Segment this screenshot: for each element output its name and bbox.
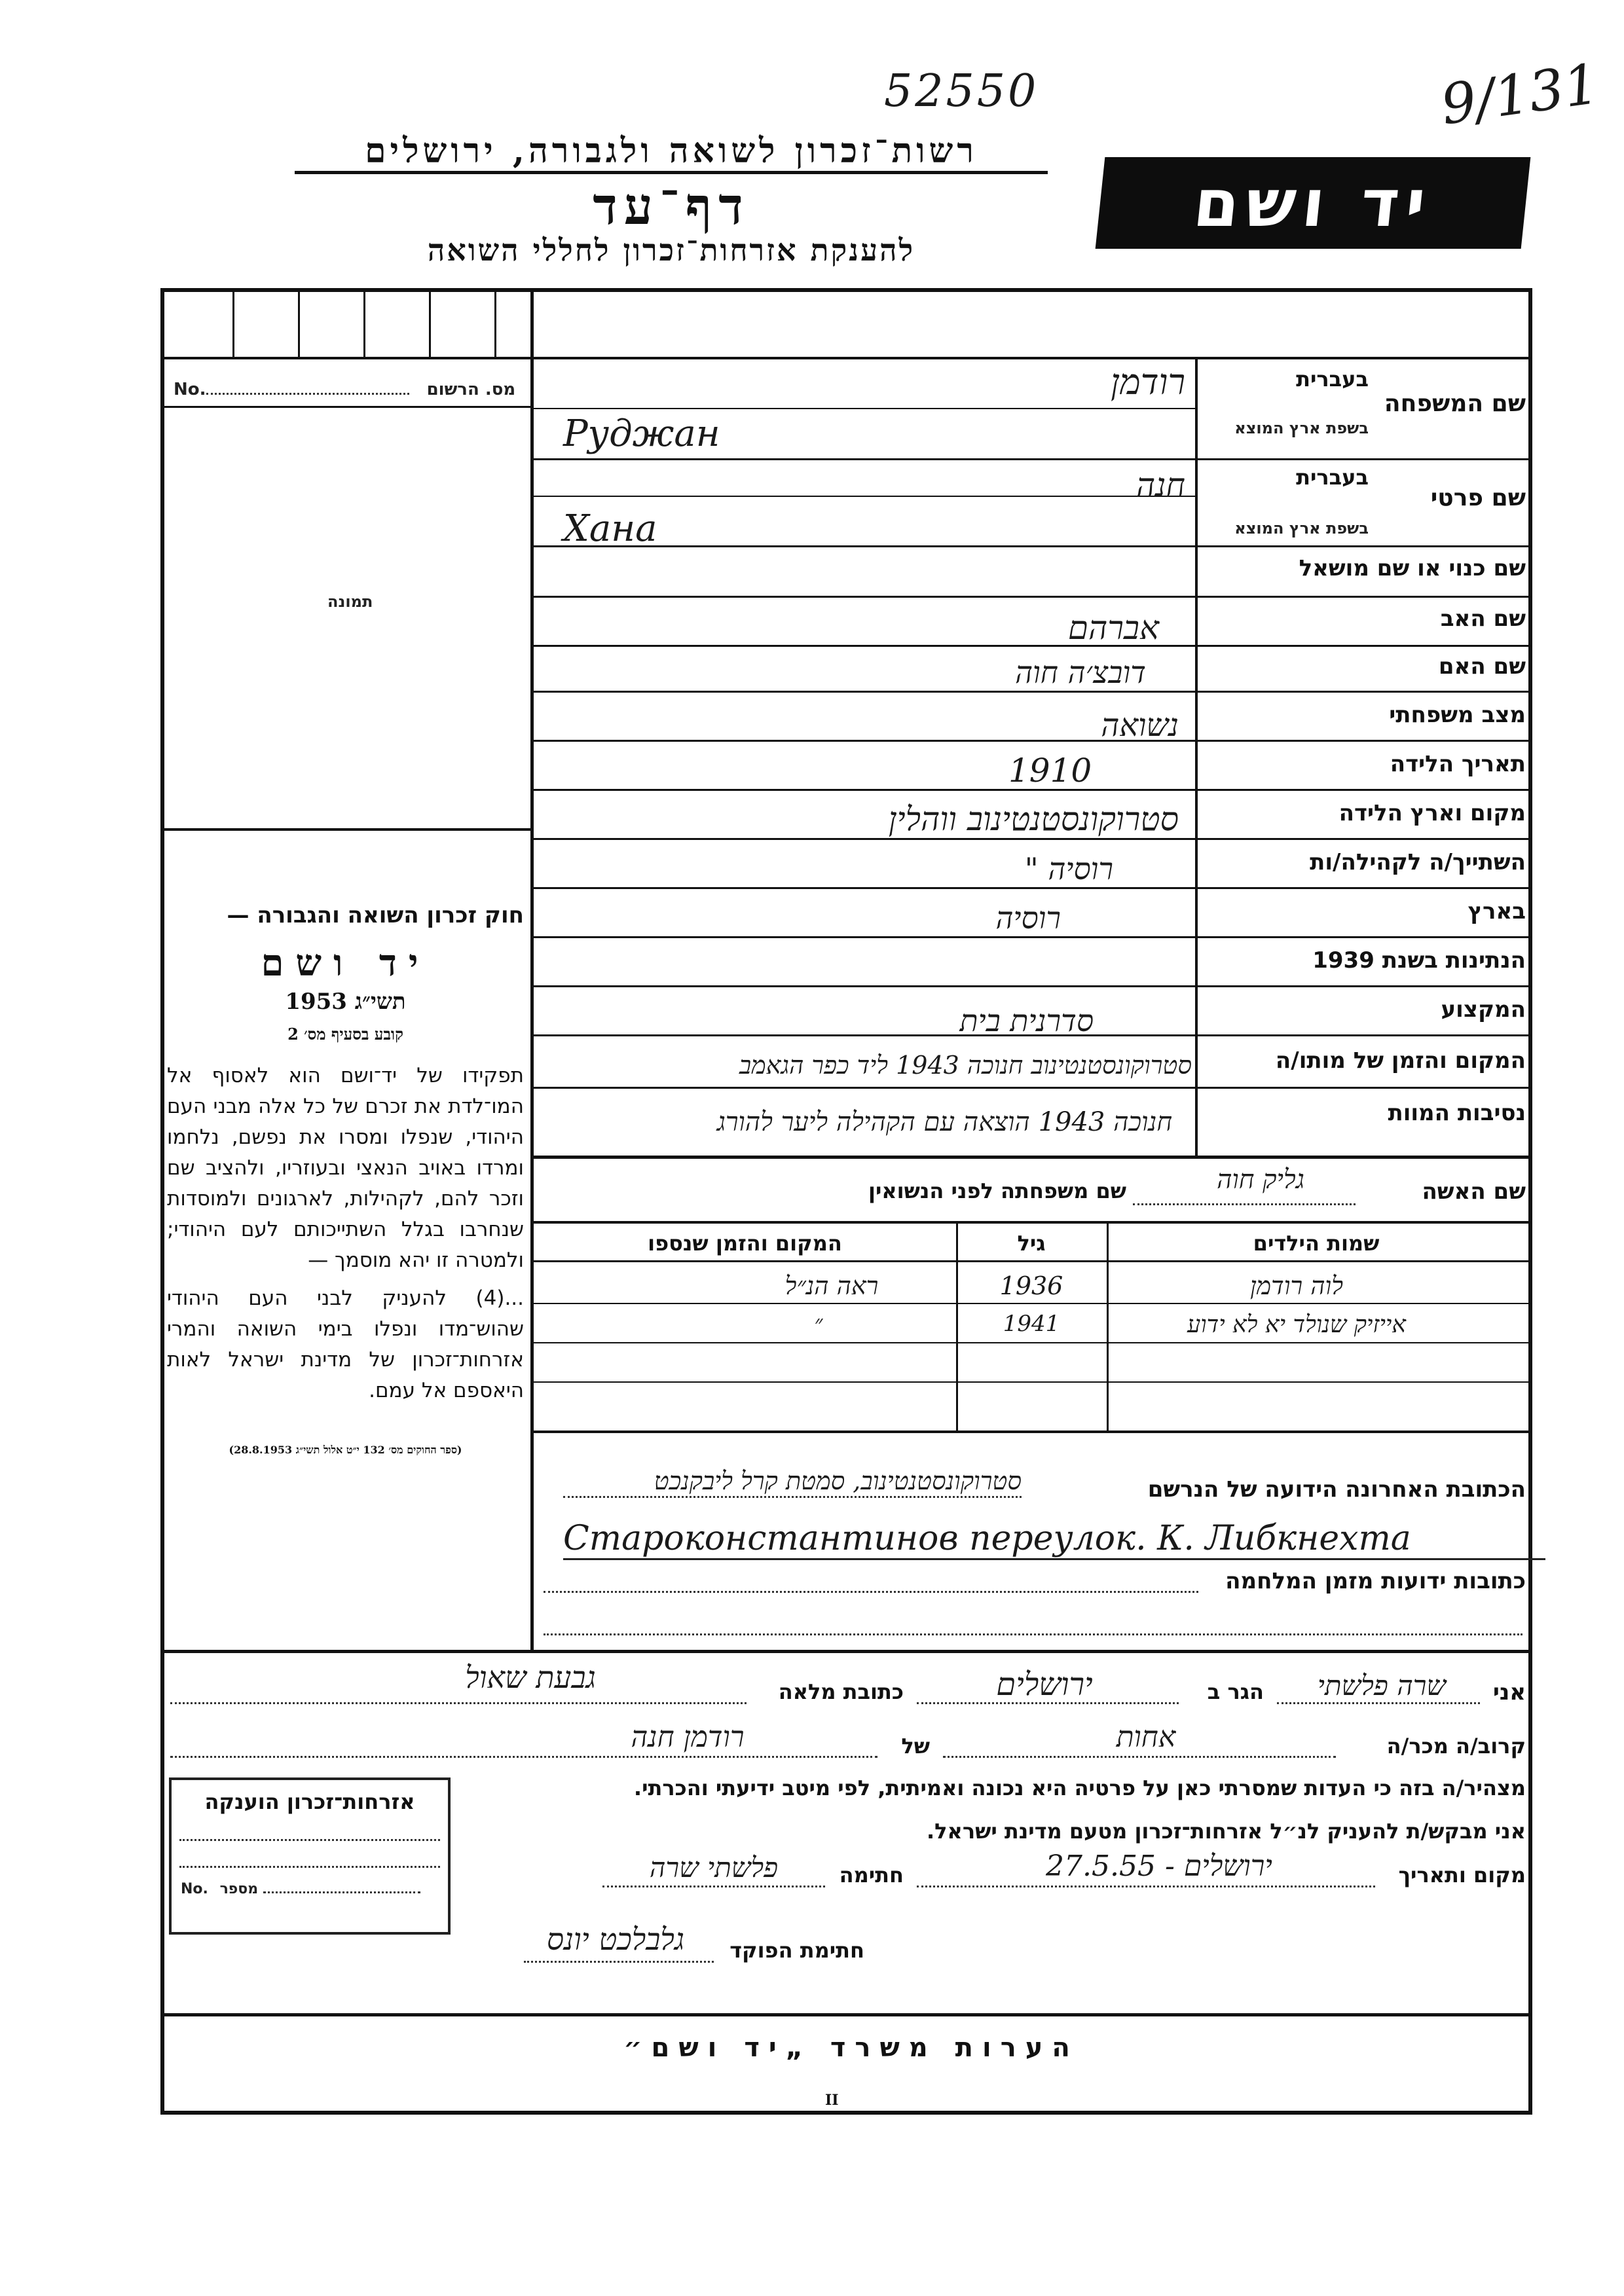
request-text: אני מבקש/ת להעניק לנ״ל אזרחות־זכרון מטעם מדינת ישראל. <box>927 1819 1526 1844</box>
label-birthdate: תאריך הלידה <box>1390 751 1526 777</box>
label-last-address: הכתובת האחרונה הידועה של הנרשם <box>1147 1476 1526 1503</box>
label-marital: מצב משפחתי <box>1389 702 1526 728</box>
label-in-hebrew-1: בעברית <box>1296 367 1369 392</box>
value-declarant-name[interactable]: שרה פלשתי <box>1317 1669 1447 1702</box>
label-place-date: מקום ותאריך <box>1398 1863 1526 1887</box>
law-year: תשי״ג 1953 <box>285 989 406 1015</box>
page-title: דף־עד <box>593 177 750 236</box>
law-title: חוק זכרון השואה והגבורה — <box>227 902 524 928</box>
value-full-address[interactable]: גבעת שאול <box>465 1660 596 1695</box>
value-family-hebrew[interactable]: רודמן <box>1111 361 1185 403</box>
value-last-address-hebrew[interactable]: סטרוקונסטנטינוב, סמטת קרל ליבקנכט <box>563 1467 1022 1498</box>
label-community: השתייך/ה לקהילה/ות <box>1310 849 1526 875</box>
label-mother: שם האם <box>1438 653 1526 680</box>
label-wife: שם האשה <box>1422 1178 1526 1205</box>
declaration-text: מצהיר/ה בזה כי העדות שמסרתי כאן על פרטיה היא נכונה ואמיתית, לפי מיטב ידיעתי והכרתי. <box>633 1776 1526 1800</box>
children-header-place: המקום והזמן שנספו <box>648 1231 842 1256</box>
value-signature[interactable]: פלשתי שרה <box>649 1851 779 1884</box>
value-first-hebrew[interactable]: חנה <box>1135 466 1185 504</box>
table-row-2-place[interactable]: ״ <box>814 1311 823 1337</box>
value-marital[interactable]: נשואה <box>1101 707 1179 744</box>
children-header-age: גיל <box>1017 1231 1046 1256</box>
label-death-circumstances: נסיבות המוות <box>1388 1100 1526 1126</box>
yad-vashem-logo <box>1096 157 1531 249</box>
label-country: בארץ <box>1467 898 1526 924</box>
label-resides: הגר ב <box>1207 1679 1264 1704</box>
value-first-origin[interactable]: Хана <box>563 507 657 550</box>
authority-title: רשות־זכרון לשואה ולגבורה, ירושלים <box>295 131 1048 174</box>
law-name: יד ושם <box>261 941 430 985</box>
registration-no-label: No. מס. הרשום <box>174 380 516 399</box>
label-signature: חתימה <box>839 1863 904 1887</box>
page-subtitle: להענקת אזרחות־זכרון לחללי השואה <box>427 232 915 268</box>
value-father[interactable]: אברהם <box>1067 609 1159 647</box>
page-mark: II <box>825 2092 839 2109</box>
value-family-origin[interactable]: Руджан <box>563 412 720 455</box>
citizenship-box-title: אזרחות־זכרון הוענקה <box>204 1789 415 1814</box>
value-birthdate[interactable]: 1910 <box>1008 752 1092 790</box>
value-birthplace[interactable]: סטרוקונסטנטינוב ווהלין <box>888 800 1179 838</box>
law-text: תפקידו של יד־ושם הוא לאסוף אל המו־לדת את זכרם של כל אלה מבני העם היהודי, שנפלו ומסרו את נפשם, נלחמו ומרדו באויב הנאצי ובעוזריו, ולהציב שם וזכר להם, לקהילות, לארגונים ולמוסדות שנחרבו בגלל השתייכותם לעם היהודי; ולמטרה זו יהא מוסמך — <box>167 1064 524 1272</box>
label-relative: קרוב/ה מכר/ה <box>1386 1734 1526 1758</box>
label-death-place: המקום והזמן של מותו/ה <box>1275 1048 1526 1074</box>
file-number: 52550 <box>884 65 1039 117</box>
corner-number: 9/131 <box>1437 51 1603 137</box>
value-country[interactable]: רוסיה <box>995 900 1061 936</box>
value-relation[interactable]: אחות <box>1116 1721 1176 1754</box>
logo-text: יד ושם <box>1190 164 1436 242</box>
value-wife[interactable]: גליק חוה <box>1217 1165 1304 1195</box>
value-profession[interactable]: סדרנית בית <box>959 1003 1094 1038</box>
table-row-1-place[interactable]: ראה הנ״ל <box>784 1271 879 1300</box>
label-of: של <box>901 1734 930 1758</box>
value-mother[interactable]: דובצ׳ה חוה <box>1015 655 1146 690</box>
law-reference: (ספר החוקים מס׳ 132 י״ט אלול תשי״ג 28.8.1953) <box>229 1444 462 1456</box>
value-of-name[interactable]: רודמן חנה <box>631 1721 745 1754</box>
citizenship-granted-box <box>169 1777 451 1935</box>
label-origin-lang-1: בשפת ארץ המוצא <box>1234 419 1369 437</box>
value-death-place[interactable]: סטרוקונסטנטינוב חנוכה 1943 ליד כפר הגאמב <box>739 1051 1192 1080</box>
value-death-circumstances[interactable]: חנוכה 1943 הוצאה עם הקהילה ליער להורג <box>716 1107 1172 1137</box>
label-origin-lang-2: בשפת ארץ המוצא <box>1234 519 1369 538</box>
law-text-2: ...(4) להעניק לבני העם היהודי שהוש־מדו ונפלו בימי השואה והמרי אזרחות־זכרון של מדינת ישראל לאות היאספם אל עמם. <box>167 1286 524 1402</box>
label-officer-signature: חתימת הפוקד <box>729 1938 864 1963</box>
value-place-date[interactable]: ירושלים - 27.5.55 <box>1046 1850 1272 1883</box>
value-officer-signature[interactable]: גלבלכט יונס <box>546 1922 685 1957</box>
label-profession: המקצוע <box>1441 996 1526 1023</box>
label-citizenship: הנתינות בשנת 1939 <box>1312 947 1526 974</box>
office-notes-label: הערות משרד „יד ושם״ <box>623 2033 1079 2063</box>
value-city[interactable]: ירושלים <box>996 1666 1093 1703</box>
photo-label: תמונה <box>327 592 373 611</box>
label-birthplace: מקום וארץ הלידה <box>1338 800 1526 826</box>
value-community[interactable]: רוסיה " <box>1024 851 1113 886</box>
label-wife-maiden: שם משפחתה לפני הנשואין <box>868 1178 1126 1203</box>
label-father: שם האב <box>1440 606 1526 632</box>
table-row-2-name[interactable]: אייזיק שנולד יא לא ידוע <box>1187 1311 1406 1338</box>
label-full-address: כתובת מלאה <box>778 1679 904 1704</box>
label-in-hebrew-2: בעברית <box>1296 465 1369 490</box>
table-row-2-age[interactable]: 1941 <box>1003 1311 1060 1337</box>
label-first-name: שם פרטי <box>1430 484 1526 511</box>
label-war-addresses: כתובות ידועות מזמן המלחמה <box>1225 1568 1526 1594</box>
citizenship-box-number: No. מספר <box>181 1881 439 1897</box>
value-last-address-russian[interactable]: Староконстантинов переулок. К. Либкнехта <box>563 1519 1545 1560</box>
table-row-1-name[interactable]: לוה רודמן <box>1249 1271 1344 1300</box>
label-i: אני <box>1492 1679 1526 1705</box>
label-family-name: שם המשפחה <box>1384 390 1526 417</box>
law-clause: קובע בסעיף מס׳ 2 <box>287 1025 403 1044</box>
label-nickname: שם כנוי או שם מושאל <box>1299 555 1526 581</box>
children-header-names: שמות הילדים <box>1253 1231 1380 1256</box>
table-row-1-age[interactable]: 1936 <box>999 1271 1063 1300</box>
